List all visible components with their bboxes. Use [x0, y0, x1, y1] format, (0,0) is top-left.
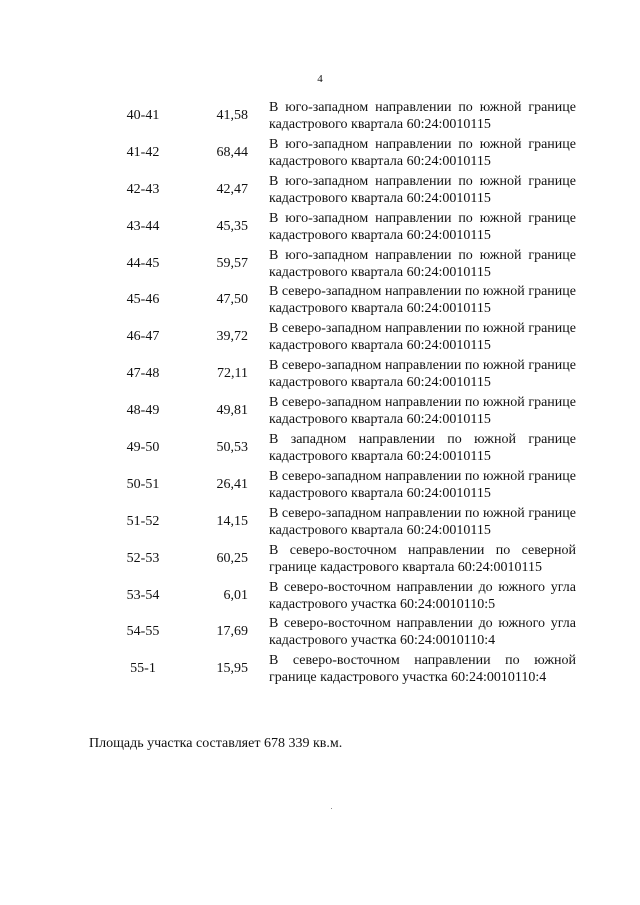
table-row — [0, 319, 640, 356]
table-row — [0, 504, 640, 541]
segment-points: 42-43 — [126, 181, 160, 197]
segment-description: В юго-западном направлении по южной границе кадастрового квартала 60:24:0010115 — [269, 210, 576, 243]
segment-length: 42,47 — [216, 181, 248, 197]
table-row — [0, 98, 640, 135]
table-row — [0, 614, 640, 651]
segment-points: 50-51 — [126, 476, 160, 492]
segment-length: 39,72 — [216, 329, 248, 345]
segment-length: 45,35 — [216, 218, 248, 234]
segment-length: 26,41 — [216, 476, 248, 492]
table-row — [0, 393, 640, 430]
segment-points: 46-47 — [126, 329, 160, 345]
segment-points: 40-41 — [126, 108, 160, 123]
segment-description: В северо-восточном направлении по северной границе кадастрового квартала 60:24:0010115 — [269, 542, 576, 575]
segment-description: В западном направлении по южной границе кадастрового квартала 60:24:0010115 — [269, 432, 576, 465]
segment-length: 59,57 — [216, 255, 248, 271]
segment-points: 51-52 — [126, 513, 160, 529]
segment-length: 41,58 — [216, 108, 248, 123]
segment-description: В северо-западном направлении по южной границе кадастрового квартала 60:24:0010115 — [269, 358, 576, 391]
table-row — [0, 282, 640, 319]
segment-description: В северо-восточном направлении до южного угла кадастрового участка 60:24:0010110:4 — [269, 616, 576, 649]
area-statement: Площадь участка составляет 678 339 кв.м. — [89, 736, 343, 751]
segment-points: 47-48 — [126, 366, 160, 382]
page-number: 4 — [317, 73, 323, 85]
segment-length: 17,69 — [216, 624, 248, 640]
segment-points: 45-46 — [126, 292, 160, 308]
segment-description: В северо-западном направлении по южной границе кадастрового квартала 60:24:0010115 — [269, 395, 576, 428]
table-row — [0, 135, 640, 172]
segment-points: 41-42 — [126, 144, 160, 160]
table-row — [0, 578, 640, 615]
table-row — [0, 356, 640, 393]
boundary-table — [0, 98, 640, 688]
segment-length: 60,25 — [216, 550, 248, 566]
segment-description: В юго-западном направлении по южной границе кадастрового квартала 60:24:0010115 — [269, 136, 576, 169]
segment-points: 52-53 — [126, 550, 160, 566]
segment-description: В юго-западном направлении по южной границе кадастрового квартала 60:24:0010115 — [269, 173, 576, 206]
segment-description: В северо-западном направлении по южной границе кадастрового квартала 60:24:0010115 — [269, 284, 576, 317]
table-row — [0, 430, 640, 467]
segment-length: 72,11 — [217, 366, 248, 382]
segment-points: 43-44 — [126, 218, 160, 234]
segment-length: 6,01 — [223, 587, 248, 603]
table-row — [0, 467, 640, 504]
segment-points: 54-55 — [126, 624, 160, 640]
segment-description: В северо-западном направлении по южной границе кадастрового квартала 60:24:0010115 — [269, 505, 576, 538]
segment-points: 53-54 — [126, 587, 160, 603]
segment-points: 44-45 — [126, 255, 160, 271]
segment-points: 48-49 — [126, 403, 160, 419]
segment-description: В северо-восточном направлении до южного угла кадастрового участка 60:24:0010110:5 — [269, 579, 576, 612]
segment-description: В юго-западном направлении по южной границе кадастрового квартала 60:24:0010115 — [269, 247, 576, 280]
segment-description: В северо-западном направлении по южной границе кадастрового квартала 60:24:0010115 — [269, 468, 576, 501]
segment-length: 50,53 — [216, 440, 248, 456]
segment-length: 14,15 — [216, 513, 248, 529]
segment-length: 47,50 — [216, 292, 248, 308]
table-row — [0, 246, 640, 283]
segment-points: 55-1 — [130, 661, 156, 677]
segment-points: 49-50 — [126, 440, 160, 456]
segment-description: В юго-западном направлении по южной границе кадастрового квартала 60:24:0010115 — [269, 100, 576, 132]
segment-length: 68,44 — [216, 144, 248, 160]
segment-description: В северо-западном направлении по южной границе кадастрового квартала 60:24:0010115 — [269, 321, 576, 354]
segment-length: 49,81 — [216, 403, 248, 419]
table-row — [0, 651, 640, 688]
table-row — [0, 541, 640, 578]
segment-length: 15,95 — [216, 661, 248, 677]
scan-speck — [331, 808, 332, 809]
table-row — [0, 172, 640, 209]
segment-description: В северо-восточном направлении по южной границе кадастрового участка 60:24:0010110:4 — [269, 653, 576, 686]
table-row — [0, 209, 640, 246]
